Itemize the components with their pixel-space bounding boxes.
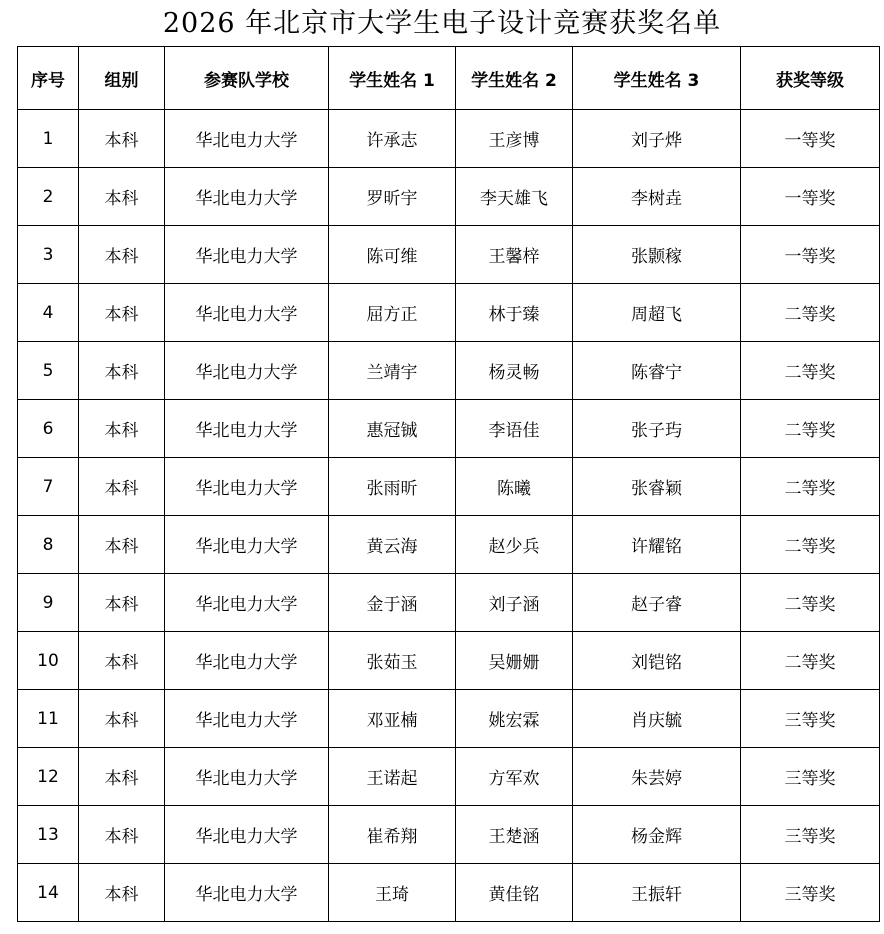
student-3-cell: 赵子睿	[573, 574, 741, 632]
school-cell: 华北电力大学	[165, 168, 329, 226]
award-level-cell: 三等奖	[741, 806, 880, 864]
school-cell: 华北电力大学	[165, 342, 329, 400]
header-award-level: 获奖等级	[741, 47, 880, 110]
student-3-cell: 肖庆毓	[573, 690, 741, 748]
student-1-cell: 兰靖宇	[329, 342, 456, 400]
serial-no-cell: 3	[18, 226, 79, 284]
student-3-cell: 周超飞	[573, 284, 741, 342]
serial-no-cell: 5	[18, 342, 79, 400]
table-row	[18, 690, 880, 748]
serial-no-cell: 12	[18, 748, 79, 806]
serial-no-cell: 4	[18, 284, 79, 342]
table-row	[18, 168, 880, 226]
award-level-cell: 二等奖	[741, 632, 880, 690]
student-2-cell: 刘子涵	[456, 574, 573, 632]
group-cell: 本科	[79, 748, 165, 806]
serial-no-cell: 14	[18, 864, 79, 922]
header-school: 参赛队学校	[165, 47, 329, 110]
student-2-cell: 王彦博	[456, 110, 573, 168]
school-cell: 华北电力大学	[165, 458, 329, 516]
student-2-cell: 方军欢	[456, 748, 573, 806]
header-group: 组别	[79, 47, 165, 110]
school-cell: 华北电力大学	[165, 574, 329, 632]
award-level-cell: 一等奖	[741, 110, 880, 168]
group-cell: 本科	[79, 458, 165, 516]
student-2-cell: 赵少兵	[456, 516, 573, 574]
school-cell: 华北电力大学	[165, 284, 329, 342]
award-level-cell: 一等奖	[741, 226, 880, 284]
award-level-cell: 一等奖	[741, 168, 880, 226]
header-student-3: 学生姓名 3	[573, 47, 741, 110]
table-row	[18, 226, 880, 284]
student-3-cell: 刘铠铭	[573, 632, 741, 690]
table-row	[18, 806, 880, 864]
serial-no-cell: 9	[18, 574, 79, 632]
student-1-cell: 许承志	[329, 110, 456, 168]
group-cell: 本科	[79, 226, 165, 284]
group-cell: 本科	[79, 400, 165, 458]
serial-no-cell: 7	[18, 458, 79, 516]
table-row	[18, 458, 880, 516]
student-3-cell: 张子玙	[573, 400, 741, 458]
student-3-cell: 杨金辉	[573, 806, 741, 864]
table-row	[18, 342, 880, 400]
award-level-cell: 三等奖	[741, 864, 880, 922]
serial-no-cell: 10	[18, 632, 79, 690]
school-cell: 华北电力大学	[165, 690, 329, 748]
header-serial-no: 序号	[18, 47, 79, 110]
table-row	[18, 516, 880, 574]
group-cell: 本科	[79, 864, 165, 922]
table-row	[18, 864, 880, 922]
serial-no-cell: 1	[18, 110, 79, 168]
student-1-cell: 屈方正	[329, 284, 456, 342]
table-row	[18, 632, 880, 690]
student-1-cell: 陈可维	[329, 226, 456, 284]
award-level-cell: 二等奖	[741, 342, 880, 400]
student-1-cell: 金于涵	[329, 574, 456, 632]
student-1-cell: 王诺起	[329, 748, 456, 806]
award-level-cell: 二等奖	[741, 284, 880, 342]
school-cell: 华北电力大学	[165, 400, 329, 458]
student-2-cell: 王楚涵	[456, 806, 573, 864]
student-1-cell: 张雨昕	[329, 458, 456, 516]
school-cell: 华北电力大学	[165, 110, 329, 168]
group-cell: 本科	[79, 168, 165, 226]
student-1-cell: 黄云海	[329, 516, 456, 574]
award-level-cell: 二等奖	[741, 574, 880, 632]
student-3-cell: 刘子烨	[573, 110, 741, 168]
student-3-cell: 许耀铭	[573, 516, 741, 574]
school-cell: 华北电力大学	[165, 806, 329, 864]
student-1-cell: 惠冠铖	[329, 400, 456, 458]
award-level-cell: 三等奖	[741, 748, 880, 806]
award-level-cell: 三等奖	[741, 690, 880, 748]
group-cell: 本科	[79, 574, 165, 632]
student-1-cell: 崔希翔	[329, 806, 456, 864]
award-level-cell: 二等奖	[741, 458, 880, 516]
serial-no-cell: 2	[18, 168, 79, 226]
school-cell: 华北电力大学	[165, 226, 329, 284]
header-student-2: 学生姓名 2	[456, 47, 573, 110]
student-2-cell: 李天雄飞	[456, 168, 573, 226]
student-2-cell: 李语佳	[456, 400, 573, 458]
group-cell: 本科	[79, 110, 165, 168]
award-table	[17, 46, 880, 922]
student-2-cell: 陈曦	[456, 458, 573, 516]
student-1-cell: 罗昕宇	[329, 168, 456, 226]
student-2-cell: 王馨梓	[456, 226, 573, 284]
group-cell: 本科	[79, 516, 165, 574]
award-level-cell: 二等奖	[741, 516, 880, 574]
student-3-cell: 陈睿宁	[573, 342, 741, 400]
table-header-row	[18, 47, 880, 110]
serial-no-cell: 13	[18, 806, 79, 864]
student-2-cell: 林于臻	[456, 284, 573, 342]
award-level-cell: 二等奖	[741, 400, 880, 458]
serial-no-cell: 11	[18, 690, 79, 748]
serial-no-cell: 8	[18, 516, 79, 574]
table-row	[18, 110, 880, 168]
table-row	[18, 574, 880, 632]
header-student-1: 学生姓名 1	[329, 47, 456, 110]
page-title: 2026 年北京市大学生电子设计竞赛获奖名单	[162, 8, 722, 39]
group-cell: 本科	[79, 342, 165, 400]
table-row	[18, 400, 880, 458]
student-2-cell: 黄佳铭	[456, 864, 573, 922]
student-2-cell: 吴姗姗	[456, 632, 573, 690]
student-3-cell: 朱芸婷	[573, 748, 741, 806]
serial-no-cell: 6	[18, 400, 79, 458]
school-cell: 华北电力大学	[165, 864, 329, 922]
school-cell: 华北电力大学	[165, 748, 329, 806]
student-3-cell: 张颢稼	[573, 226, 741, 284]
school-cell: 华北电力大学	[165, 632, 329, 690]
student-2-cell: 杨灵畅	[456, 342, 573, 400]
student-1-cell: 邓亚楠	[329, 690, 456, 748]
group-cell: 本科	[79, 632, 165, 690]
group-cell: 本科	[79, 806, 165, 864]
student-3-cell: 王振轩	[573, 864, 741, 922]
student-3-cell: 张睿颖	[573, 458, 741, 516]
table-body	[18, 110, 880, 922]
table-row	[18, 284, 880, 342]
student-1-cell: 王琦	[329, 864, 456, 922]
student-2-cell: 姚宏霖	[456, 690, 573, 748]
school-cell: 华北电力大学	[165, 516, 329, 574]
group-cell: 本科	[79, 690, 165, 748]
student-3-cell: 李树垚	[573, 168, 741, 226]
group-cell: 本科	[79, 284, 165, 342]
table-row	[18, 748, 880, 806]
student-1-cell: 张茹玉	[329, 632, 456, 690]
